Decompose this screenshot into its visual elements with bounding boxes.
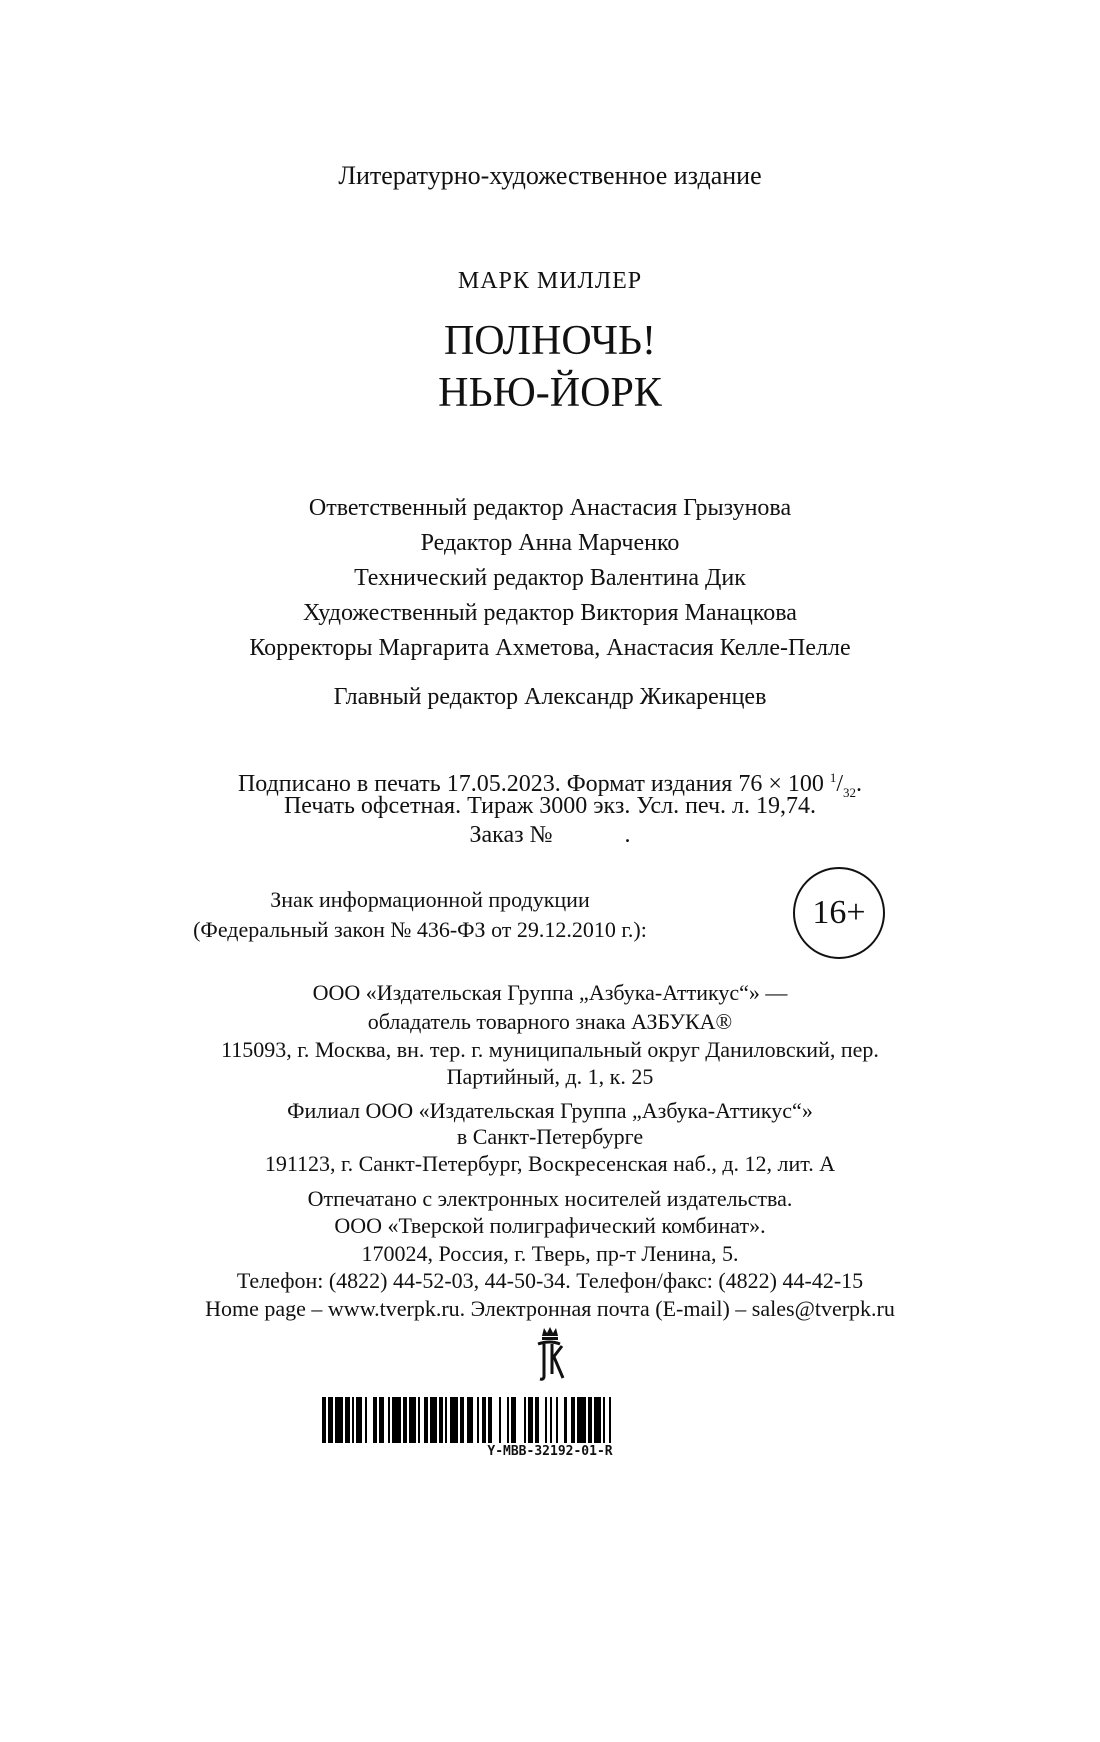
print-info-text: Подписано в печать 17.05.2023. Формат издания 76 × 100 (237, 771, 830, 797)
printer-line: 170024, Россия, г. Тверь, пр-т Ленина, 5. (361, 1241, 739, 1266)
age-mark-label: Знак информационной продукции (270, 887, 590, 912)
barcode-bar (577, 1397, 586, 1443)
publisher-line: Партийный, д. 1, к. 25 (446, 1064, 654, 1089)
author: МАРК МИЛЛЕР (457, 268, 643, 294)
print-info-line-1: Подписано в печать 17.05.2023. Формат издания 76 × 100 $^1/_{32}$. (237, 770, 863, 800)
editor-line: Корректоры Маргарита Ахметова, Анастасия Келле-Пелле (249, 635, 851, 661)
age-rating-badge: 16+ (793, 867, 885, 959)
branch-line: 191123, г. Санкт-Петербург, Воскресенская наб., д. 12, лит. А (264, 1151, 836, 1176)
book-title-line-2: НЬЮ-ЙОРК (438, 370, 662, 416)
printer-line: Home page – www.tverpk.ru. Электронная почта (E-mail) – sales@tverpk.ru (205, 1296, 895, 1321)
barcode-text: Y-MBB-32192-01-R (487, 1444, 613, 1459)
genre-line: Литературно-художественное издание (338, 161, 762, 190)
branch-line: в Санкт-Петербурге (456, 1124, 644, 1149)
format-fraction-denominator: 32 (843, 784, 857, 800)
barcode-bar (450, 1397, 459, 1443)
publisher-line: 115093, г. Москва, вн. тер. г. муниципальный округ Даниловский, пер. (221, 1037, 879, 1062)
printer-line: ООО «Тверской полиграфический комбинат». (334, 1213, 766, 1238)
printer-line: Отпечатано с электронных носителей издательства. (307, 1186, 793, 1211)
printer-crown-monogram-logo (530, 1326, 570, 1382)
barcode-bar (609, 1397, 611, 1443)
age-mark-law: (Федеральный закон № 436-ФЗ от 29.12.2010 г.): (193, 917, 647, 942)
publisher-line: ООО «Издательская Группа „Азбука-Аттикус“» — (312, 980, 788, 1005)
barcode-bar (335, 1397, 344, 1443)
branch-line: Филиал ООО «Издательская Группа „Азбука-Аттикус“» (287, 1098, 813, 1123)
format-fraction-numerator: 1 (829, 770, 837, 785)
editor-line: Ответственный редактор Анастасия Грызунова (308, 495, 792, 521)
print-info-line-2: Печать офсетная. Тираж 3000 экз. Усл. печ. л. 19,74. (283, 793, 817, 819)
barcode (322, 1397, 612, 1443)
barcode-bar (392, 1397, 401, 1443)
publisher-line: обладатель товарного знака АЗБУКА® (367, 1009, 733, 1034)
order-number-line: Заказ № . (469, 822, 631, 848)
chief-editor: Главный редактор Александр Жикаренцев (333, 684, 767, 710)
editor-line: Технический редактор Валентина Дик (354, 565, 746, 591)
book-title-line-1: ПОЛНОЧЬ! (443, 318, 657, 364)
editor-line: Художественный редактор Виктория Манацкова (303, 600, 797, 626)
barcode-bar (516, 1397, 525, 1443)
editor-line: Редактор Анна Марченко (420, 530, 680, 556)
printer-line: Телефон: (4822) 44-52-03, 44-50-34. Телефон/факс: (4822) 44-42-15 (236, 1268, 864, 1293)
